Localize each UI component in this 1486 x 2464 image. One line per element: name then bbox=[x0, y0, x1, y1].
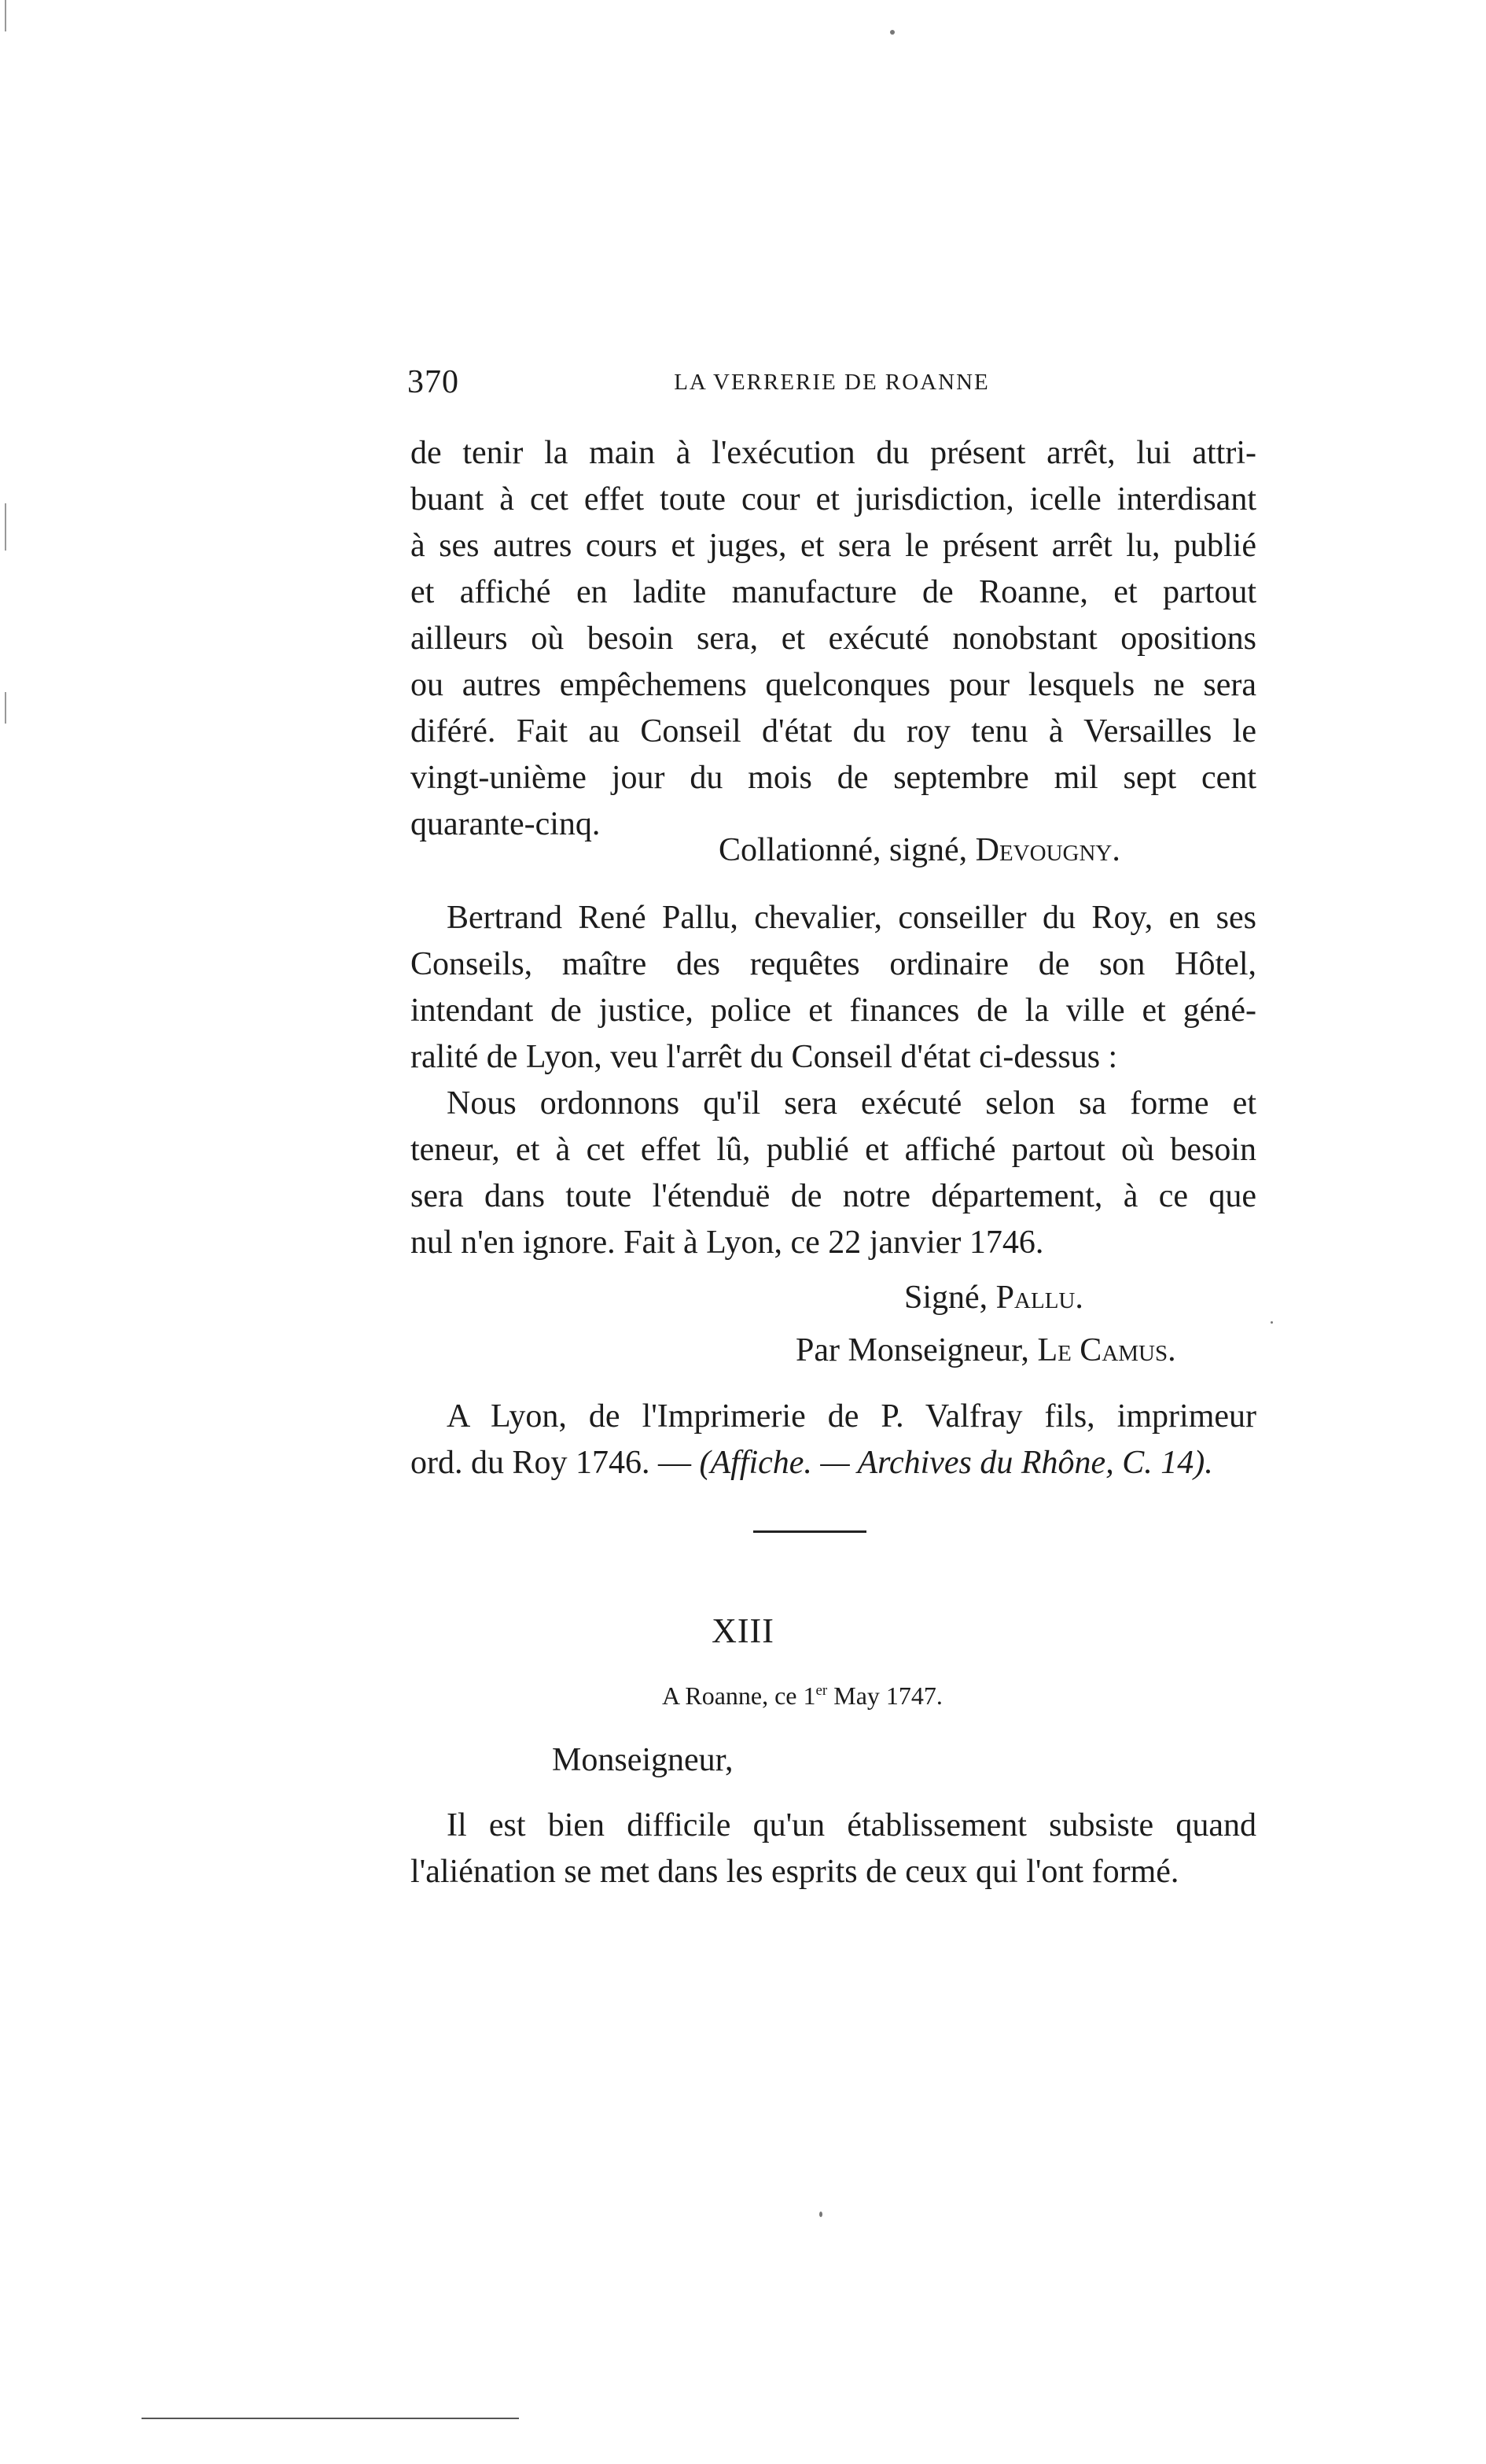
signature-name: Devougny. bbox=[975, 832, 1120, 868]
page-header bbox=[407, 363, 1256, 411]
text-line: teneur, et à cet effet lû, publié et affiché partout où besoin bbox=[410, 1132, 1256, 1168]
collation-signature bbox=[719, 827, 1120, 874]
text-line: et affiché en ladite manufacture de Roanne, et partout bbox=[410, 574, 1256, 610]
signed-name: Pallu. bbox=[995, 1280, 1083, 1316]
text-line: de tenir la main à l'exécution du présent arrêt, lui attri- bbox=[410, 435, 1256, 471]
text-line: vingt-unième jour du mois de septembre mil sept cent bbox=[410, 760, 1256, 796]
scan-speck bbox=[890, 30, 895, 35]
by-prefix: Par Monseigneur, bbox=[796, 1332, 1029, 1368]
running-title: LA VERRERIE DE ROANNE bbox=[674, 370, 990, 395]
dateline-superscript: er bbox=[815, 1682, 828, 1699]
dateline-end: May 1747. bbox=[827, 1681, 943, 1710]
text-line: l'aliénation se met dans les esprits de ceux qui l'ont formé. bbox=[410, 1854, 1179, 1890]
text-line bbox=[410, 1440, 1256, 1486]
text-line: ralité de Lyon, veu l'arrêt du Conseil d'état ci-dessus : bbox=[410, 1039, 1118, 1075]
imprint-plain: ord. du Roy 1746. — bbox=[410, 1445, 700, 1481]
signature-prefix: Collationné, signé, bbox=[719, 832, 968, 868]
section-number: XIII bbox=[712, 1611, 774, 1650]
text-line: sera dans toute l'étenduë de notre département, à ce que bbox=[410, 1178, 1256, 1214]
scan-speck bbox=[1271, 1321, 1273, 1324]
text-line: ou autres empêchemens quelconques pour lesquels ne sera bbox=[410, 667, 1256, 703]
scan-edge-mark bbox=[5, 0, 6, 31]
text-line: nul n'en ignore. Fait à Lyon, ce 22 janvier 1746. bbox=[410, 1225, 1044, 1261]
by-name: Le Camus. bbox=[1037, 1332, 1176, 1368]
text-line: ailleurs où besoin sera, et exécuté nonobstant opositions bbox=[410, 621, 1256, 657]
signed-prefix: Signé, bbox=[904, 1280, 988, 1316]
page-number: 370 bbox=[407, 364, 459, 400]
signed-by-monseigneur bbox=[796, 1328, 1176, 1374]
text-line: buant à cet effet toute cour et jurisdiction, icelle interdisant bbox=[410, 481, 1256, 517]
scan-edge-line bbox=[142, 2418, 519, 2419]
text-line: A Lyon, de l'Imprimerie de P. Valfray fils, imprimeur bbox=[447, 1398, 1256, 1435]
text-line: diféré. Fait au Conseil d'état du roy tenu à Versailles le bbox=[410, 713, 1256, 750]
text-line: Nous ordonnons qu'il sera exécuté selon sa forme et bbox=[447, 1085, 1256, 1122]
text-line: intendant de justice, police et finances de la ville et géné- bbox=[410, 993, 1256, 1029]
text-line: Conseils, maître des requêtes ordinaire de son Hôtel, bbox=[410, 946, 1256, 982]
source-reference: (Affiche. — Archives du Rhône, C. 14). bbox=[699, 1445, 1213, 1481]
section-divider bbox=[753, 1530, 866, 1533]
signed-pallu bbox=[904, 1275, 1083, 1321]
letter-salutation: Monseigneur, bbox=[552, 1742, 734, 1778]
dateline-text: A Roanne, ce 1 bbox=[662, 1681, 816, 1710]
scan-edge-mark bbox=[5, 503, 6, 551]
scan-speck bbox=[819, 2212, 822, 2217]
letter-dateline bbox=[662, 1681, 943, 1711]
text-line: à ses autres cours et juges, et sera le présent arrêt lu, publié bbox=[410, 528, 1256, 564]
text-line: quarante-cinq. bbox=[410, 806, 601, 842]
text-line: Bertrand René Pallu, chevalier, conseiller du Roy, en ses bbox=[447, 900, 1256, 936]
text-line: Il est bien difficile qu'un établissement subsiste quand bbox=[447, 1807, 1256, 1843]
scan-edge-mark bbox=[5, 692, 6, 724]
